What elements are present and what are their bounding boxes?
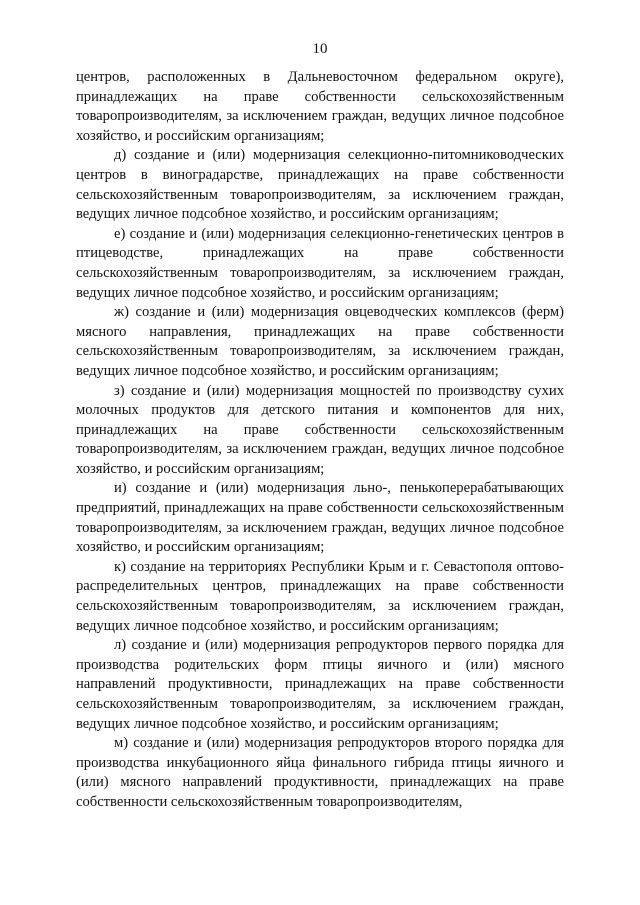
document-body xyxy=(76,68,564,813)
paragraph-item-e: е) создание и (или) модернизация селекционно-генетических центров в птицеводстве, принадлежащих на праве собственности сельскохозяйственным товаропроизводителям, за исключением граждан, ведущих личное подсобное хозяйство, и российским организациям; xyxy=(76,225,564,301)
paragraph-item-d: д) создание и (или) модернизация селекционно-питомниководческих центров в виноградарстве, принадлежащих на праве собственности сельскохозяйственным товаропроизводителям, за исключением граждан, ведущих личное подсобное хозяйство, и российским организациям; xyxy=(76,147,564,223)
paragraph-item-zh: ж) создание и (или) модернизация овцеводческих комплексов (ферм) мясного направления, принадлежащих на праве собственности сельскохозяйственным товаропроизводителям, за исключением граждан, ведущих личное подсобное хозяйство, и российским организациям; xyxy=(76,304,564,379)
paragraph-item-i: и) создание и (или) модернизация льно-, пенькоперерабатывающих предприятий, принадлежащих на праве собственности сельскохозяйственным товаропроизводителям, за исключением граждан, ведущих личное подсобное хозяйство, и российским организациям; xyxy=(76,480,564,556)
paragraph-item-l: л) создание и (или) модернизация репродукторов первого порядка для производства родительских форм птицы яичного и (или) мясного направлений продуктивности, принадлежащих на праве собственности сельскохозяйственным товаропроизводителям, за исключением граждан, ведущих личное подсобное хозяйство, и российским организациям; xyxy=(76,637,564,732)
paragraph-item-m: м) создание и (или) модернизация репродукторов второго порядка для производства инкубационного яйца финального гибрида птицы яичного и (или) мясного направлений продуктивности, принадлежащих на праве собственности сельскохозяйственным товаропроизводителям, xyxy=(76,735,564,810)
paragraph-item-z: з) создание и (или) модернизация мощностей по производству сухих молочных продуктов для детского питания и компонентов для них, принадлежащих на праве собственности сельскохозяйственным товаропроизводителям, за исключением граждан, ведущих личное подсобное хозяйство, и российским организациям; xyxy=(76,382,564,477)
paragraph-item-k: к) создание на территориях Республики Крым и г. Севастополя оптово-распределительных центров, принадлежащих на праве собственности сельскохозяйственным товаропроизводителям, за исключением граждан, ведущих личное подсобное хозяйство, и российским организациям; xyxy=(76,558,564,634)
page-number: 10 xyxy=(312,41,328,57)
paragraph-continuation: центров, расположенных в Дальневосточном федеральном округе), принадлежащих на праве собственности сельскохозяйственным товаропроизводителям, за исключением граждан, ведущих личное подсобное хозяйство, и российским организациям; xyxy=(76,69,564,144)
